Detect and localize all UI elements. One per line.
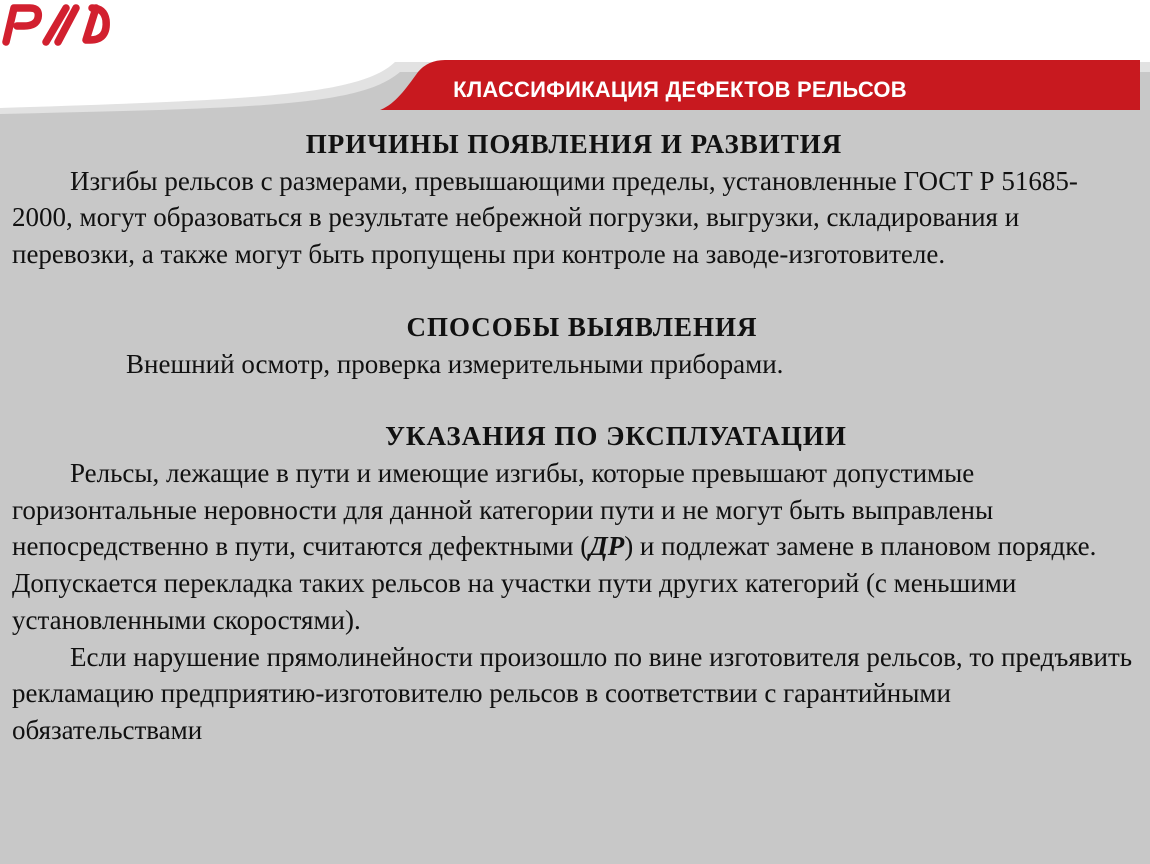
operation-text-2: Если нарушение прямолинейности произошло по вине изготовителя рельсов, то предъявить рекламацию предприятию-изготовителю рельсов в соответствии с гарантийными обязательствами [12, 641, 1133, 746]
section-heading-detection: СПОСОБЫ ВЫЯВЛЕНИЯ [406, 311, 758, 342]
causes-text: Изгибы рельсов с размерами, превышающими пределы, установленные ГОСТ Р 51685-2000, могут образоваться в результате небрежной погрузки, выгрузки, складирования и перевозки, а также могут быть пропущены при контроле на заводе-изготовителе. [12, 165, 1078, 270]
defect-code: ДР [589, 531, 625, 562]
detection-text: Внешний осмотр, проверка измерительными приборами. [126, 348, 784, 379]
banner-title: КЛАССИФИКАЦИЯ ДЕФЕКТОВ РЕЛЬСОВ [453, 77, 907, 102]
header [0, 0, 1150, 122]
section-heading-causes: ПРИЧИНЫ ПОЯВЛЕНИЯ И РАЗВИТИЯ [305, 129, 843, 159]
operation-text-1 [12, 455, 1136, 639]
main-content [12, 126, 1136, 749]
operation-text-1-end: ) и подлежат замене в плановом порядке. Допускается перекладка таких рельсов на участки пути других категорий (с меньшими установленными скоростями). [12, 531, 1097, 635]
spacer [12, 273, 1136, 309]
rzd-logo [0, 0, 112, 46]
operation-text-1-start: Рельсы, лежащие в пути и имеющие изгибы, которые превышают допустимые горизонтальные неровности для данной категории пути и не могут быть выправлены непосредственно в пути, считаются дефектными ( [12, 458, 994, 562]
spacer [12, 382, 1136, 418]
section-heading-operation: УКАЗАНИЯ ПО ЭКСПЛУАТАЦИИ [385, 421, 847, 452]
